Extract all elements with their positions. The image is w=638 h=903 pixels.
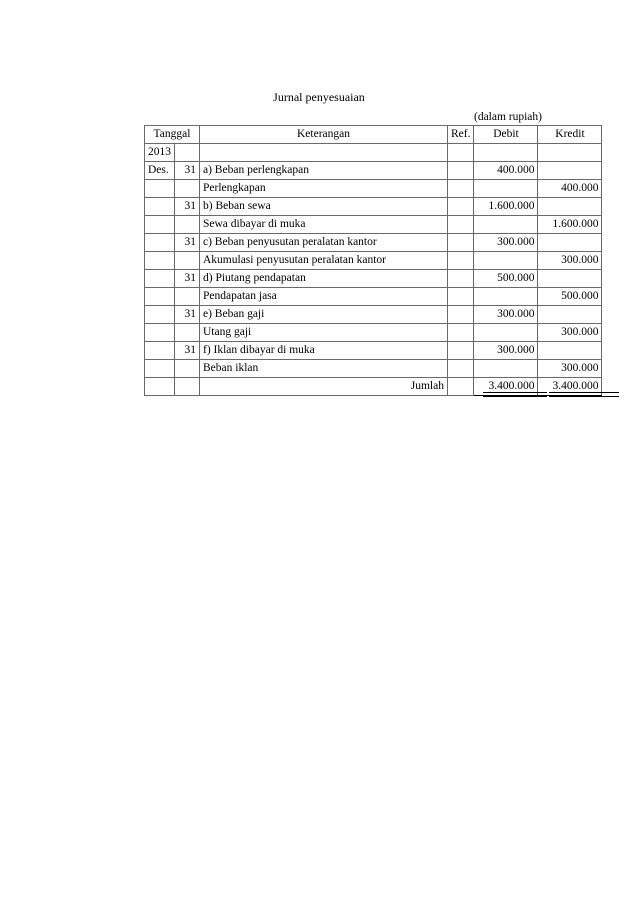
cell-ref	[448, 342, 474, 360]
header-debit: Debit	[474, 126, 538, 144]
cell-ref	[448, 306, 474, 324]
total-empty-cell	[175, 378, 200, 396]
journal-body	[145, 144, 602, 378]
cell-month	[145, 324, 175, 342]
cell-ref	[448, 180, 474, 198]
cell-day: 31	[175, 162, 200, 180]
cell-debit	[474, 324, 538, 342]
cell-day	[175, 252, 200, 270]
table-row	[145, 252, 602, 270]
cell-description: a) Beban perlengkapan	[200, 162, 448, 180]
cell-description: Akumulasi penyusutan peralatan kantor	[200, 252, 448, 270]
cell-description: Sewa dibayar di muka	[200, 216, 448, 234]
cell-debit	[474, 144, 538, 162]
cell-month	[145, 180, 175, 198]
cell-description: c) Beban penyusutan peralatan kantor	[200, 234, 448, 252]
cell-month	[145, 252, 175, 270]
cell-ref	[448, 162, 474, 180]
currency-unit-note: (dalam rupiah)	[473, 111, 542, 123]
cell-month	[145, 360, 175, 378]
cell-kredit: 1.600.000	[538, 216, 602, 234]
cell-month	[145, 288, 175, 306]
cell-kredit	[538, 144, 602, 162]
cell-ref	[448, 234, 474, 252]
table-header-row	[145, 126, 602, 144]
header-tanggal: Tanggal	[145, 126, 200, 144]
cell-day: 31	[175, 270, 200, 288]
cell-kredit	[538, 234, 602, 252]
total-debit: 3.400.000	[474, 378, 538, 396]
table-row	[145, 270, 602, 288]
table-row	[145, 342, 602, 360]
double-underline-debit	[483, 392, 547, 397]
cell-debit: 300.000	[474, 306, 538, 324]
cell-day	[175, 144, 200, 162]
table-row	[145, 180, 602, 198]
cell-ref	[448, 198, 474, 216]
table-row	[145, 144, 602, 162]
header-keterangan: Keterangan	[200, 126, 448, 144]
total-label: Jumlah	[200, 378, 448, 396]
cell-month: 2013	[145, 144, 175, 162]
cell-debit: 500.000	[474, 270, 538, 288]
cell-kredit: 300.000	[538, 360, 602, 378]
table-row	[145, 360, 602, 378]
cell-kredit: 400.000	[538, 180, 602, 198]
cell-ref	[448, 252, 474, 270]
cell-kredit	[538, 342, 602, 360]
total-empty-cell	[145, 378, 175, 396]
cell-kredit	[538, 162, 602, 180]
cell-kredit: 300.000	[538, 252, 602, 270]
cell-debit	[474, 216, 538, 234]
table-row	[145, 234, 602, 252]
cell-month: Des.	[145, 162, 175, 180]
cell-debit	[474, 360, 538, 378]
cell-ref	[448, 288, 474, 306]
cell-kredit	[538, 198, 602, 216]
cell-kredit: 500.000	[538, 288, 602, 306]
cell-ref	[448, 360, 474, 378]
table-row	[145, 324, 602, 342]
cell-day	[175, 216, 200, 234]
cell-day: 31	[175, 342, 200, 360]
cell-kredit	[538, 306, 602, 324]
cell-kredit: 300.000	[538, 324, 602, 342]
cell-month	[145, 216, 175, 234]
cell-description: f) Iklan dibayar di muka	[200, 342, 448, 360]
cell-day: 31	[175, 198, 200, 216]
total-empty-cell	[448, 378, 474, 396]
cell-debit: 300.000	[474, 342, 538, 360]
cell-debit	[474, 252, 538, 270]
cell-debit: 300.000	[474, 234, 538, 252]
cell-description: Pendapatan jasa	[200, 288, 448, 306]
cell-debit: 1.600.000	[474, 198, 538, 216]
cell-ref	[448, 324, 474, 342]
header-kredit: Kredit	[538, 126, 602, 144]
cell-ref	[448, 144, 474, 162]
cell-description: b) Beban sewa	[200, 198, 448, 216]
total-kredit: 3.400.000	[538, 378, 602, 396]
cell-description: e) Beban gaji	[200, 306, 448, 324]
cell-description: d) Piutang pendapatan	[200, 270, 448, 288]
cell-month	[145, 342, 175, 360]
cell-debit	[474, 180, 538, 198]
table-row	[145, 198, 602, 216]
cell-day	[175, 288, 200, 306]
cell-description: Beban iklan	[200, 360, 448, 378]
cell-description: Utang gaji	[200, 324, 448, 342]
table-row	[145, 306, 602, 324]
cell-day	[175, 360, 200, 378]
cell-description	[200, 144, 448, 162]
cell-month	[145, 306, 175, 324]
cell-day	[175, 324, 200, 342]
cell-day	[175, 180, 200, 198]
journal-title: Jurnal penyesuaian	[273, 90, 365, 104]
table-row	[145, 162, 602, 180]
double-underline-kredit	[549, 392, 619, 397]
table-row	[145, 288, 602, 306]
header-ref: Ref.	[448, 126, 474, 144]
table-row	[145, 216, 602, 234]
cell-month	[145, 234, 175, 252]
cell-ref	[448, 216, 474, 234]
cell-description: Perlengkapan	[200, 180, 448, 198]
cell-day: 31	[175, 306, 200, 324]
adjusting-journal-table	[144, 125, 602, 396]
cell-month	[145, 198, 175, 216]
cell-month	[145, 270, 175, 288]
cell-day: 31	[175, 234, 200, 252]
cell-ref	[448, 270, 474, 288]
cell-debit: 400.000	[474, 162, 538, 180]
cell-debit	[474, 288, 538, 306]
cell-kredit	[538, 270, 602, 288]
